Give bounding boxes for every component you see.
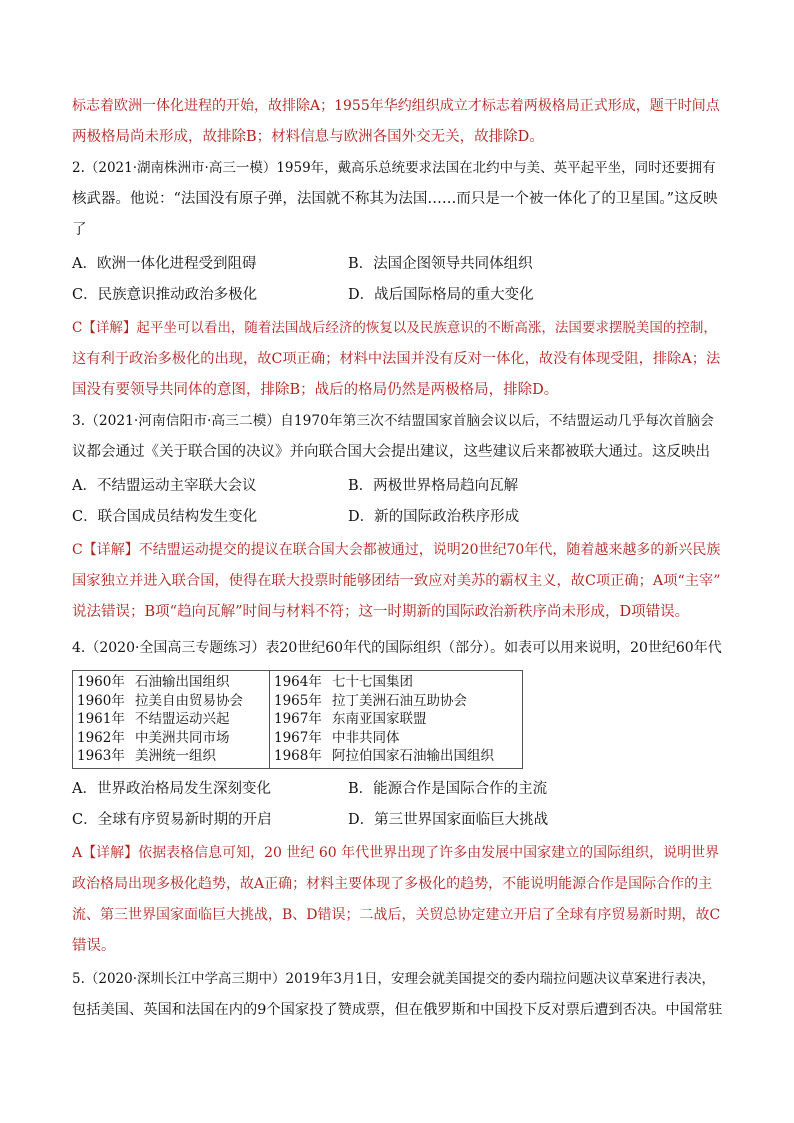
table-row: 1963年 美洲统一组织 (77, 748, 216, 764)
table-right-column (270, 671, 523, 769)
table-row: 1967年 中非共同体 (274, 729, 400, 746)
table-row: 1960年 石油输出国组织 (77, 674, 230, 690)
option-a: A．不结盟运动主宰联大会议 (72, 478, 257, 494)
question-2: 了 (72, 222, 87, 238)
answer-text: A【详解】依据表格信息可知，20 世纪 60 年代世界出现了许多由发展中国家建立的国际组织，说明世界 (72, 845, 720, 861)
option-c: C．全球有序贸易新时期的开启 (72, 812, 272, 828)
answer-text: 国家独立并进入联合国，使得在联大投票时能够团结一致应对美苏的霸权主义，故C项正确；A项“主宰” (72, 573, 721, 589)
table-left-column (73, 671, 270, 769)
answer-text: 说法错误；B项“趋向瓦解”时间与材料不符；这一时期新的国际政治新秩序尚未形成，D项错误。 (72, 604, 690, 620)
question-2: 2.（2021·湖南株洲市·高三一模）1959年，戴高乐总统要求法国在北约中与美、英平起平坐，同时还要拥有 (72, 160, 716, 176)
answer-text: 两极格局尚未形成，故排除B；材料信息与欧洲各国外交无关，故排除D。 (72, 129, 544, 145)
organizations-table (72, 670, 523, 769)
table-row: 1960年 拉美自由贸易协会 (77, 692, 243, 709)
question-3: 3.（2021·河南信阳市·高三二模）自1970年第三次不结盟国家首脑会议以后，不结盟运动几乎每次首脑会 (72, 413, 714, 429)
answer-text: 错误。 (72, 938, 116, 954)
question-2: 核武器。他说：“法国没有原子弹，法国就不称其为法国……而只是一个被一体化了的卫星国。”这反映 (72, 191, 718, 207)
table-row: 1962年 中美洲共同市场 (77, 729, 230, 746)
answer-text: 流、第三世界国家面临巨大挑战，B、D错误；二战后，关贸总协定建立开启了全球有序贸易新时期，故C (72, 907, 721, 923)
option-d: D．新的国际政治秩序形成 (348, 509, 520, 525)
answer-text: C【详解】起平坐可以看出，随着法国战后经济的恢复以及民族意识的不断高涨，法国要求摆脱美国的控制， (72, 320, 717, 336)
question-5: 包括美国、英国和法国在内的9个国家投了赞成票，但在俄罗斯和中国投下反对票后遭到否决。中国常驻 (72, 1002, 723, 1018)
answer-text: C【详解】不结盟运动提交的提议在联合国大会都被通过，说明20世纪70年代，随着越来越多的新兴民族 (72, 542, 721, 558)
option-a: A．世界政治格局发生深刻变化 (72, 781, 271, 797)
answer-text: 国没有要领导共同体的意图，排除B；战后的格局仍然是两极格局，排除D。 (72, 382, 559, 398)
table-row: 1961年 不结盟运动兴起 (77, 711, 230, 727)
option-b: B．法国企图领导共同体组织 (348, 256, 533, 272)
question-3: 议都会通过《关于联合国的决议》并向联合国大会提出建议，这些建议后来都被联大通过。这反映出 (72, 444, 710, 460)
option-d: D．战后国际格局的重大变化 (348, 287, 534, 303)
table-row: 1968年 阿拉伯国家石油输出国组织 (274, 748, 494, 764)
question-4: 4.（2020·全国高三专题练习）表20世纪60年代的国际组织（部分）。如表可以用来说明，20世纪60年代 (72, 640, 722, 656)
answer-text: 政治格局出现多极化趋势，故A正确；材料主要体现了多极化的趋势，不能说明能源合作是国际合作的主 (72, 876, 713, 892)
answer-text: 标志着欧洲一体化进程的开始，故排除A；1955年华约组织成立才标志着两极格局正式形成，题干时间点 (72, 98, 720, 114)
option-c: C．联合国成员结构发生变化 (72, 509, 258, 525)
option-d: D．第三世界国家面临巨大挑战 (348, 812, 549, 828)
answer-text: 这有利于政治多极化的出现，故C项正确；材料中法国并没有反对一体化，故没有体现受阻，排除A；法 (72, 351, 721, 367)
option-c: C．民族意识推动政治多极化 (72, 287, 258, 303)
option-b: B．两极世界格局趋向瓦解 (348, 478, 519, 494)
option-b: B．能源合作是国际合作的主流 (348, 781, 548, 797)
table-row: 1965年 拉丁美洲石油互助协会 (274, 692, 467, 709)
question-5: 5.（2020·深圳长江中学高三期中）2019年3月1日，安理会就美国提交的委内瑞拉问题决议草案进行表决， (72, 971, 716, 987)
table-row: 1964年 七十七国集团 (274, 674, 413, 690)
option-a: A．欧洲一体化进程受到阻碍 (72, 256, 257, 272)
table-row: 1967年 东南亚国家联盟 (274, 711, 427, 727)
